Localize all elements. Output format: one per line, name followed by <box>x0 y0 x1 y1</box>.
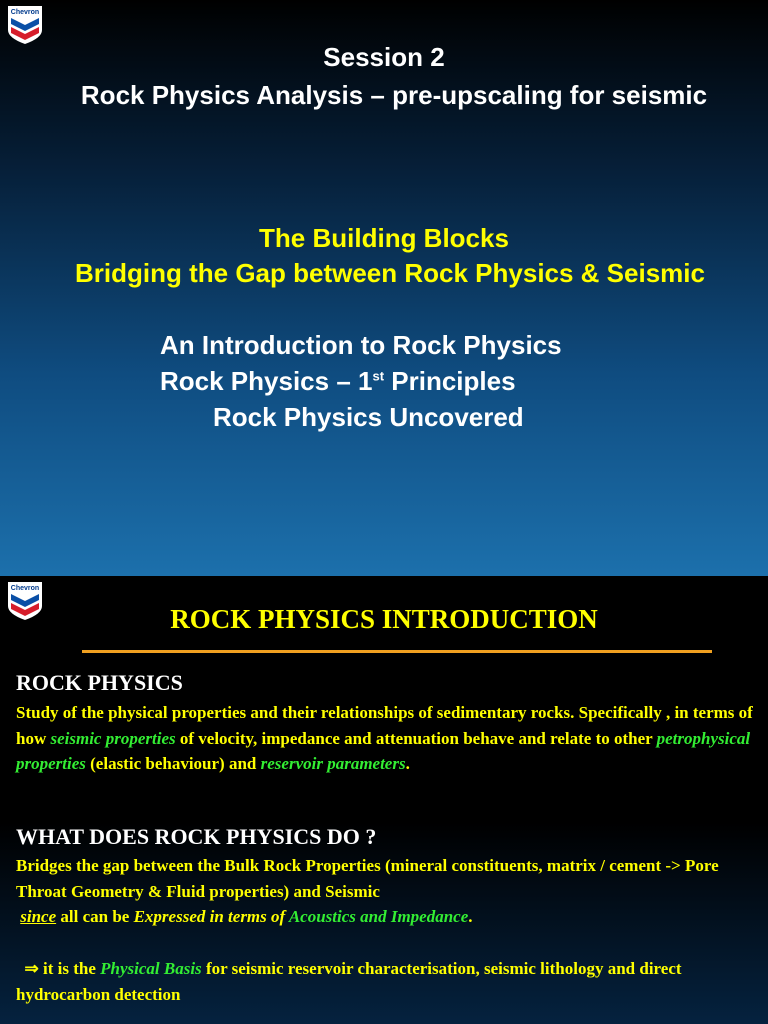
building-blocks-title: The Building Blocks <box>259 223 509 253</box>
session-label: Session 2 <box>323 42 445 72</box>
topic-uncovered: Rock Physics Uncovered <box>213 402 524 432</box>
paragraph-bridges: Bridges the gap between the Bulk Rock Properties (mineral constituents, matrix / cement -> Pore Throat Geometry & Fluid properties) and Seismic since all can be Expressed in terms of Acoustics and Impedance. <box>16 856 719 926</box>
heading-rock-physics: ROCK PHYSICS <box>16 670 183 695</box>
svg-text:Chevron: Chevron <box>10 9 40 16</box>
implies-arrow-icon: ⇒ <box>24 959 39 978</box>
chevron-logo-icon <box>6 4 44 46</box>
svg-text:Chevron: Chevron <box>10 585 40 592</box>
topic-intro: An Introduction to Rock Physics <box>160 330 562 360</box>
bridging-gap-subtitle: Bridging the Gap between Rock Physics & Seismic <box>75 258 705 288</box>
title-divider <box>82 650 712 653</box>
topic-first-principles: Rock Physics – 1st Principles <box>160 366 516 396</box>
session-subtitle: Rock Physics Analysis – pre-upscaling for seismic <box>80 80 708 110</box>
paragraph-physical-basis: ⇒ it is the Physical Basis for seismic reservoir characterisation, seismic lithology and direct hydrocarbon detection <box>16 959 682 1004</box>
heading-what-does: WHAT DOES ROCK PHYSICS DO ? <box>16 824 377 849</box>
slide-title: ROCK PHYSICS INTRODUCTION <box>170 604 598 634</box>
paragraph-definition: Study of the physical properties and their relationships of sedimentary rocks. Specifically , in terms of how seismic properties of velocity, impedance and attenuation behave and relate to other petrophysical properties (elastic behaviour) and reservoir parameters. <box>16 703 753 773</box>
